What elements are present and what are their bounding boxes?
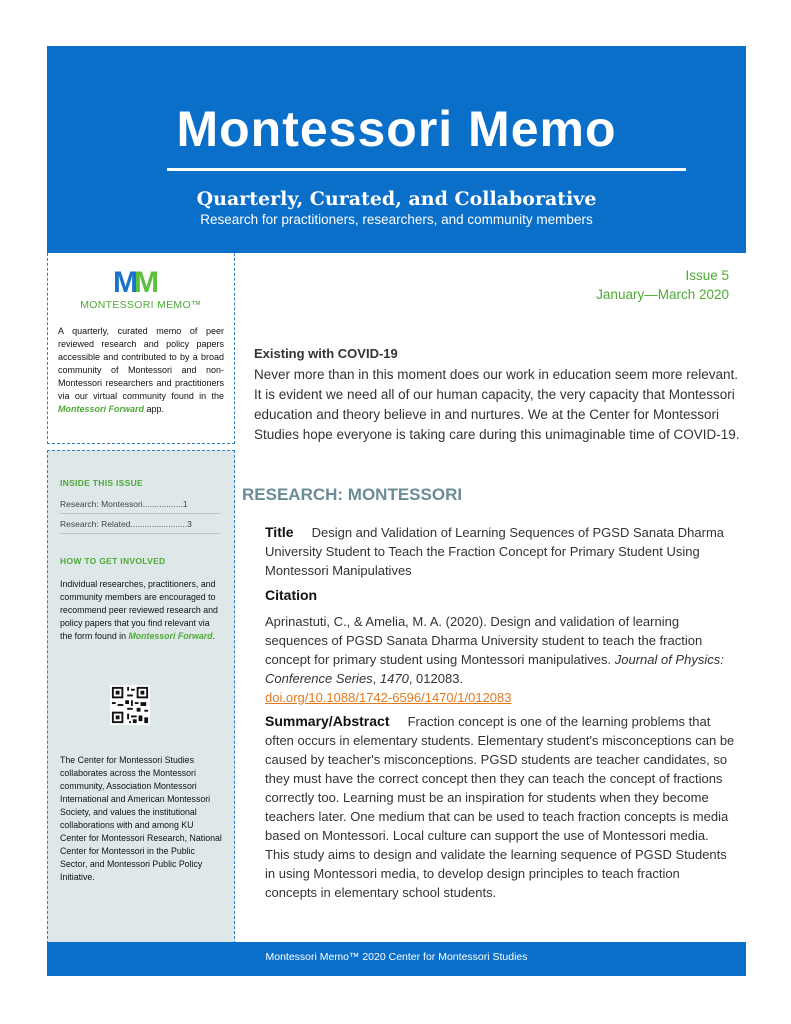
get-involved-text: Individual researches, practitioners, and community members are encouraged to recommend peer reviewed research and policy papers that you find relevant via the form found in Montessori Forward. [60,579,218,641]
citation-text: Aprinastuti, C., & Amelia, M. A. (2020). Design and validation of learning sequences of PGSD Sanata Dharma University student to teach the fraction concept for primary student using Montessori manipulatives. [265,614,703,667]
issue-number: Issue 5 [685,268,729,283]
sidebar-about [47,253,235,444]
issue-dates: January—March 2020 [596,287,729,302]
covid-heading: Existing with COVID-19 [254,346,398,361]
collaboration-text: The Center for Montessori Studies collaborates across the Montessori community, Association Montessori International and American Montessori Society, and values the institutional collaborations with and among KU Center for Montessori Research, National Center for Montessori in the Public Sector, and Montessori Public Policy Initiative. [60,755,222,882]
newsletter-subtitle: Quarterly, Curated, and Collaborative [196,188,597,210]
about-text: A quarterly, curated memo of peer reviewed research and policy papers accessible and contributed to by a broad community of Montessori and non-Montessori researchers and practitioners via our virtual community found in the Montessori Forward app. [58,326,224,414]
app-name: Montessori Forward [58,404,145,414]
citation-label: Citation [265,587,318,603]
doi-link[interactable]: doi.org/10.1088/1742-6596/1470/1/012083 [265,690,512,705]
toc-item[interactable]: Research: Montessori.................1 [60,499,188,509]
citation-volume: 1470 [379,671,409,686]
toc-item[interactable]: Research: Related........................3 [60,519,192,529]
issue-info [596,266,729,304]
summary-text: Fraction concept is one of the learning problems that often occurs in elementary students. Elementary student's misconceptions can be caused by teacher's misconceptions. PGSD students are teacher candidates, so they must have the correct concept then they can teach the concept of fractions correctly too. Learning must be an inspiration for students when they become teachers later. One medium that can be used to teach fraction concepts is media based on Montessori. Local culture can support the use of Montessori media. This study aims to design and validate the learning sequence of PGSD Students in using Montessori media, to develop design principles to teach fraction concepts in elementary school students. [265,714,735,900]
inside-issue-heading: INSIDE THIS ISSUE [60,478,144,488]
footer-bar [47,942,746,976]
citation-journal: Journal of Physics: Conference Series [265,652,724,686]
toc-divider [60,513,220,514]
citation: Aprinastuti, C., & Amelia, M. A. (2020). Design and validation of learning sequences of PGSD Sanata Dharma University student to teach the fraction concept for primary student using Montessori manipulatives. Journal of Physics: Conference Series, 1470, 012083. doi.org/10.1088/1742-6596/1470/1/012083 [265,614,724,705]
title-label: Title [265,524,294,540]
title-text: Design and Validation of Learning Sequences of PGSD Sanata Dharma University Student to Teach the Fraction Concept for Primary Student Using Montessori Manipulatives [265,525,725,578]
newsletter-tagline: Research for practitioners, researchers, and community members [200,212,593,227]
title-rule [167,168,686,171]
summary [265,712,735,902]
qr-code-icon[interactable] [110,685,150,725]
app-name: Montessori Forward [128,631,213,641]
covid-body: Never more than in this moment does our work in education seem more relevant. It is evident we need all of our human capacity, the very capacity that Montessori education and theory believe in and nurtures. We at the Center for Montessori Studies hope everyone is taking care during this unimaginable time of COVID-19. [254,367,740,442]
sidebar-info-box [47,450,235,944]
logo-text: MONTESSORI MEMO™ [80,299,202,311]
header-banner [47,46,746,253]
toc-divider [60,533,220,534]
article-title [265,523,735,580]
footer-text: Montessori Memo™ 2020 Center for Montessori Studies [265,951,528,963]
section-heading: RESEARCH: MONTESSORI [242,485,463,504]
summary-label: Summary/Abstract [265,713,390,729]
newsletter-title: Montessori Memo [176,101,617,157]
logo-mark: MM [113,266,159,299]
get-involved-heading: HOW TO GET INVOLVED [60,556,166,566]
